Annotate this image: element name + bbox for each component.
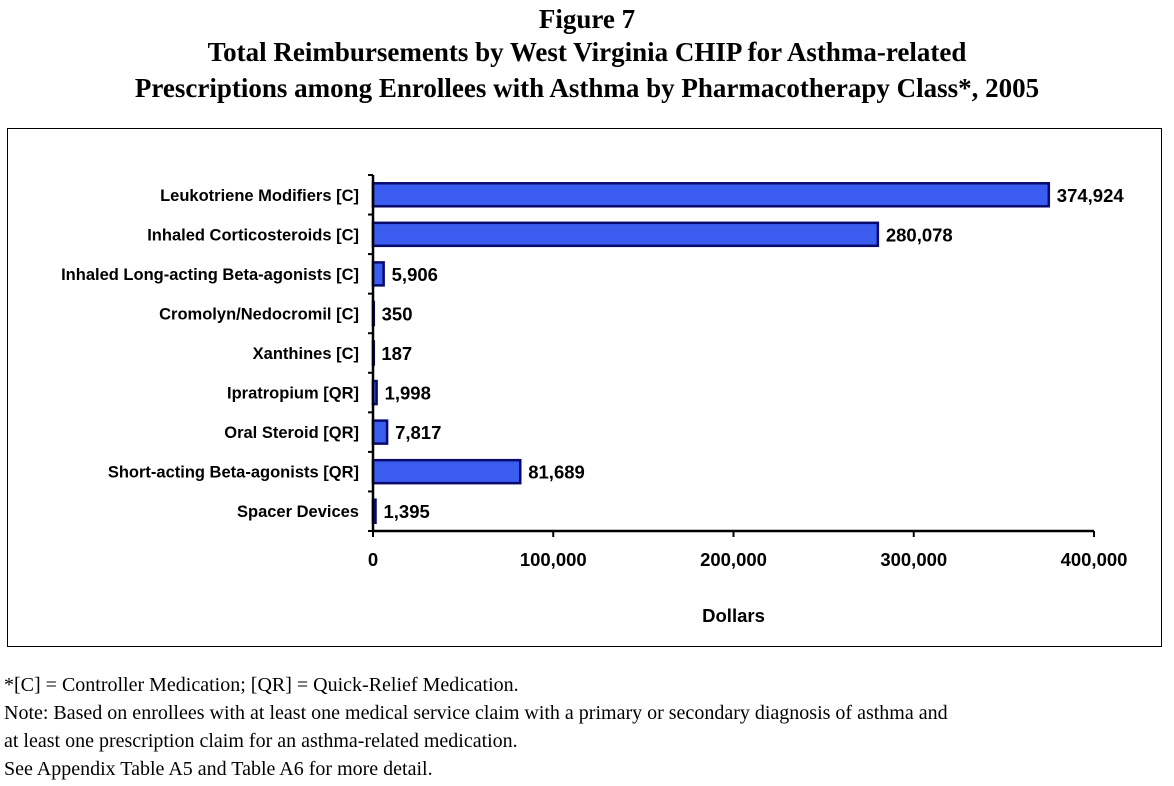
x-tick-label-3: 300,000 [880,549,948,570]
note-line-1: Note: Based on enrollees with at least one medical service claim with a primary or secondary diagnosis of asthma and [4,702,948,724]
value-label-0: 374,924 [1056,184,1124,206]
value-label-8: 1,395 [383,501,430,523]
note-line-3: See Appendix Table A5 and Table A6 for more detail. [4,758,433,780]
value-label-1: 280,078 [885,224,953,246]
category-label-8: Spacer Devices [236,503,359,522]
value-label-2: 5,906 [391,263,438,285]
bar-6 [373,421,387,444]
bar-chart [8,129,1161,646]
x-tick-label-0: 0 [367,549,379,570]
value-label-6: 7,817 [395,422,442,444]
medication-class-legend-note: *[C] = Controller Medication; [QR] = Quick-Relief Medication. [4,674,519,696]
category-label-2: Inhaled Long-acting Beta-agonists [C] [61,265,359,284]
category-label-7: Short-acting Beta-agonists [QR] [107,463,359,482]
x-axis-title: Dollars [702,605,765,626]
category-label-5: Ipratropium [QR] [227,384,359,403]
x-tick-label-2: 200,000 [700,549,767,570]
note-line-2: at least one prescription claim for an asthma-related medication. [4,730,518,752]
bar-7 [373,460,520,483]
chart-title-line-1: Total Reimbursements by West Virginia CHIP for Asthma-related [207,37,967,67]
x-tick-label-4: 400,000 [1060,549,1128,570]
value-label-5: 1,998 [384,382,431,404]
value-label-7: 81,689 [528,461,585,483]
category-label-3: Cromolyn/Nedocromil [C] [159,305,359,324]
value-label-3: 350 [381,303,413,325]
chart-title-line-2: Prescriptions among Enrollees with Asthma by Pharmacotherapy Class*, 2005 [134,73,1040,103]
figure-label: Figure 7 [538,4,636,34]
bar-2 [373,262,384,285]
bar-0 [373,183,1049,206]
category-label-4: Xanthines [C] [252,345,359,363]
bar-1 [373,223,878,246]
chart-frame [7,128,1162,647]
value-label-4: 187 [381,343,413,364]
category-label-0: Leukotriene Modifiers [C] [160,186,359,205]
x-tick-label-1: 100,000 [519,549,587,570]
category-label-6: Oral Steroid [QR] [224,424,359,443]
category-label-1: Inhaled Corticosteroids [C] [147,226,359,245]
